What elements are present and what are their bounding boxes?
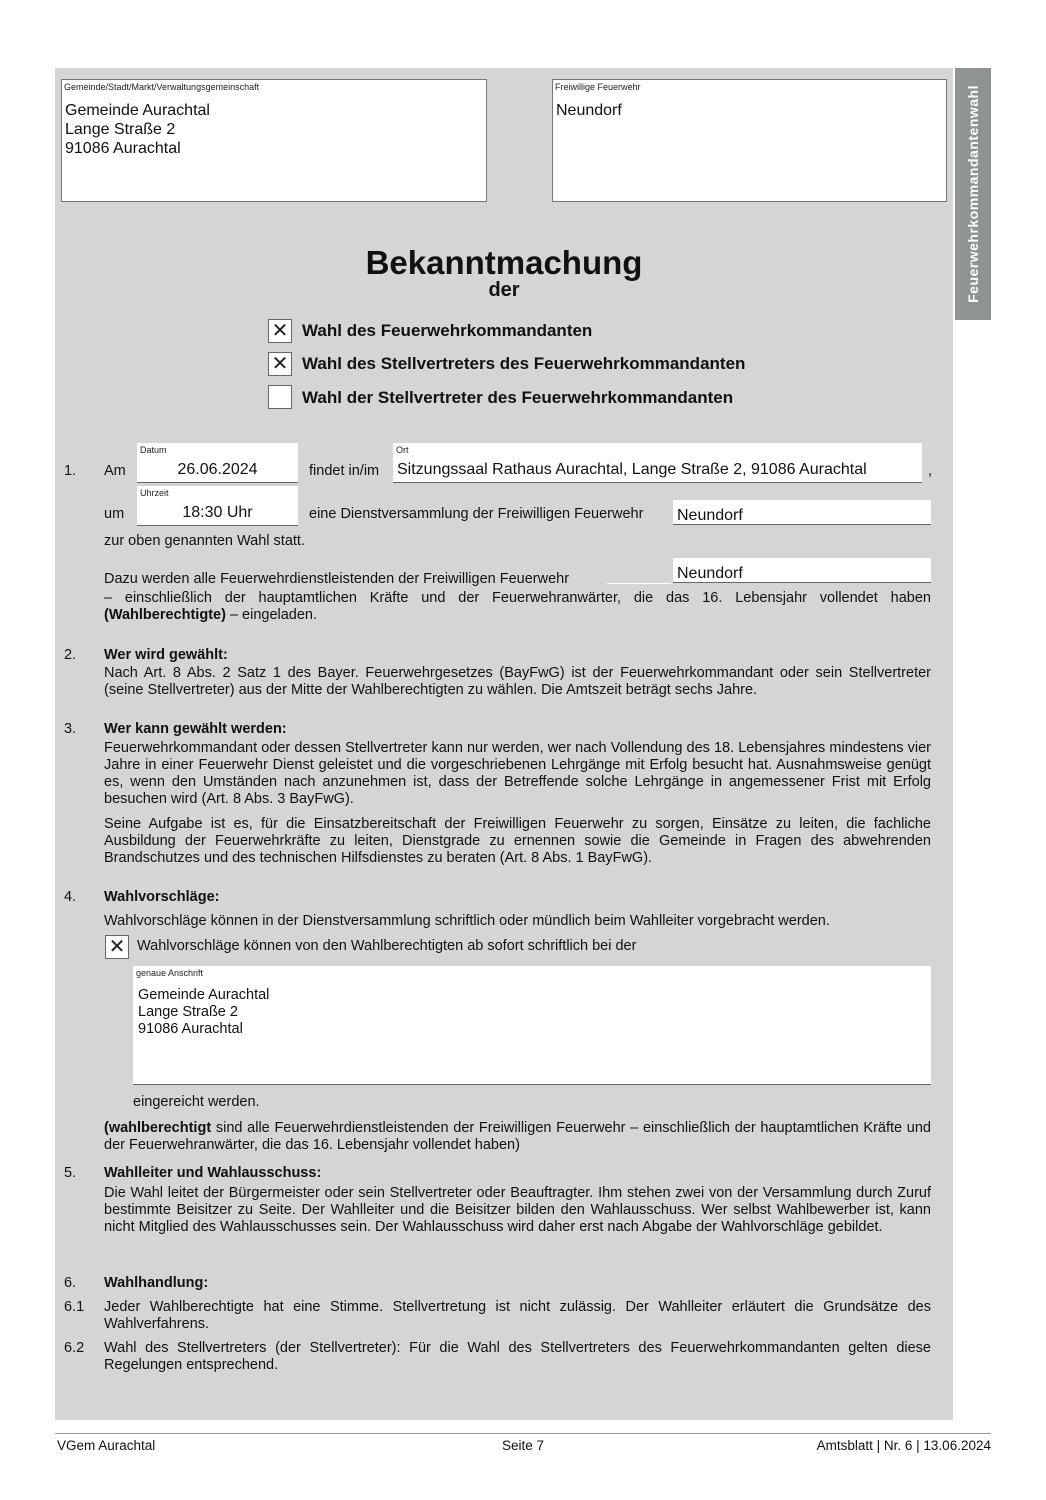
anschrift-label: genaue Anschrift	[136, 968, 204, 978]
side-tab-label: Feuerwehrkommandantenwahl	[965, 85, 981, 303]
footer-divider	[55, 1433, 991, 1434]
anschrift-line: Lange Straße 2	[138, 1004, 238, 1020]
section-number: 5.	[64, 1165, 77, 1181]
ort-field[interactable]	[393, 443, 922, 483]
section-heading: Wer kann gewählt werden:	[104, 721, 287, 737]
gemeinde-line: Gemeinde Aurachtal	[65, 102, 210, 119]
section-heading: Wahlhandlung:	[104, 1275, 209, 1291]
section-text: Feuerwehrkommandant oder dessen Stellvertreter kann nur werden, wer nach Vollendung des 18. Lebensjahres mindestens vier Jahre in einer Feuerwehr Dienst geleistet und die vorgeschriebenen Lehrgänge mit Erfolg besucht hat. Ausnahmsweise genügt es, wenn den Umständen nach anzunehmen ist, dass der Betreffende solche Lehrgänge in angemessener Frist mit Erfolg besuchen wird (Art. 8 Abs. 3 BayFwG).	[104, 740, 931, 807]
gemeinde-line: 91086 Aurachtal	[65, 140, 181, 157]
gemeinde-box	[61, 79, 487, 202]
gemeinde-label: Gemeinde/Stadt/Markt/Verwaltungsgemeinschaft	[64, 82, 260, 92]
footer-page: Seite 7	[501, 1438, 545, 1453]
dazu-text: Dazu werden alle Feuerwehrdienstleistenden der Freiwilligen Feuerwehr	[104, 571, 570, 587]
section-number: 2.	[64, 647, 77, 663]
anschrift-field[interactable]	[133, 966, 931, 1085]
page-subtitle: der	[488, 279, 520, 301]
subsection-number: 6.1	[64, 1299, 85, 1315]
dienstversammlung-text: eine Dienstversammlung der Freiwilligen Feuerwehr	[309, 506, 644, 522]
section-text: Wahl des Stellvertreters (der Stellvertreter): Für die Wahl des Stellvertreters des Feuerwehrkommandanten gelten diese Regelungen entsprechend.	[104, 1340, 931, 1373]
section-heading: Wahlleiter und Wahlausschuss:	[104, 1165, 322, 1181]
feuerwehr-box	[552, 79, 947, 202]
wahlberechtigt-bold: (wahlberechtigt	[104, 1120, 212, 1136]
page-title: Bekanntmachung	[365, 244, 643, 281]
section-text: Jeder Wahlberechtigte hat eine Stimme. Stellvertretung ist nicht zulässig. Der Wahlleiter erläutert die Grundsätze des Wahlverfahrens.	[104, 1299, 931, 1332]
subsection-number: 6.2	[64, 1340, 85, 1356]
feuerwehr-field-2[interactable]	[673, 558, 931, 583]
wahlberechtigt-note	[104, 1120, 931, 1154]
ort-label: Ort	[396, 445, 409, 455]
feuerwehr-value: Neundorf	[556, 102, 622, 119]
statt-text: zur oben genannten Wahl statt.	[104, 533, 305, 549]
feuerwehr-value-1: Neundorf	[677, 507, 743, 524]
schriftlich-checkbox[interactable]: ✕	[105, 935, 129, 959]
option-checkbox-stellvertreter[interactable]: ✕	[268, 352, 292, 376]
option-label-stellvertreter-plural: Wahl der Stellvertreter des Feuerwehrkommandanten	[302, 388, 734, 407]
schriftlich-label: Wahlvorschläge können von den Wahlberechtigten ab sofort schriftlich bei der	[137, 938, 637, 954]
section-number: 6.	[64, 1275, 77, 1291]
anschrift-line: 91086 Aurachtal	[138, 1021, 243, 1037]
option-checkbox-kommandant[interactable]: ✕	[268, 319, 292, 343]
section-heading: Wer wird gewählt:	[104, 647, 228, 663]
anschrift-value	[138, 987, 269, 1038]
section-text: Nach Art. 8 Abs. 2 Satz 1 des Bayer. Feuerwehrgesetzes (BayFwG) ist der Feuerwehrkommandant oder sein Stellvertreter (seine Stellvertreter) aus der Mitte der Wahlberechtigten zu wählen. Die Amtszeit beträgt sechs Jahre.	[104, 665, 931, 698]
datum-label: Datum	[140, 445, 167, 455]
section-text: Wahlvorschläge können in der Dienstversammlung schriftlich oder mündlich beim Wahlleiter vorgebracht werden.	[104, 913, 830, 929]
anschrift-line: Gemeinde Aurachtal	[138, 987, 270, 1003]
feuerwehr-field-1[interactable]	[673, 500, 931, 525]
wahlberechtigte-rest: – eingeladen.	[225, 607, 318, 623]
underline	[607, 583, 671, 584]
section-text: Seine Aufgabe ist es, für die Einsatzbereitschaft der Freiwilligen Feuerwehr zu sorgen, Einsätze zu leiten, die fachliche Ausbildung der Feuerwehrkräfte zu leiten, Dienstgrade zu ernennen sowie die Gemeinde in Fragen des abwehrenden Brandschutzes und des technischen Hilfsdienstes zu beraten (Art. 8 Abs. 1 BayFwG).	[104, 816, 931, 866]
option-label-kommandant: Wahl des Feuerwehrkommandanten	[302, 321, 593, 340]
uhrzeit-value: 18:30 Uhr	[182, 504, 253, 521]
feuerwehr-value-2: Neundorf	[677, 565, 743, 582]
datum-field[interactable]	[137, 443, 298, 483]
section-heading: Wahlvorschläge:	[104, 889, 220, 905]
feuerwehr-label: Freiwillige Feuerwehr	[555, 82, 641, 92]
footer-right: Amtsblatt | Nr. 6 | 13.06.2024	[816, 1438, 991, 1453]
ort-value: Sitzungssaal Rathaus Aurachtal, Lange Straße 2, 91086 Aurachtal	[397, 461, 867, 478]
section-number: 4.	[64, 889, 77, 905]
option-label-stellvertreter: Wahl des Stellvertreters des Feuerwehrkommandanten	[302, 354, 746, 373]
uhrzeit-field[interactable]	[137, 486, 298, 526]
side-tab	[955, 68, 991, 320]
findet-label: findet in/im	[309, 463, 380, 479]
comma: ,	[928, 463, 933, 479]
datum-value: 26.06.2024	[177, 461, 258, 478]
section-text: Die Wahl leitet der Bürgermeister oder sein Stellvertreter oder Beauftragter. Ihm stehen zwei von der Versammlung durch Zuruf bestimmte Beisitzer zu Seite. Der Wahlleiter und die Beisitzer bilden den Wahlausschuss. Wer selbst Wahlbewerber ist, kann nicht Mitglied des Wahlausschusses sein. Der Wahlausschuss wird daher erst nach Abgabe der Wahlvorschläge gebildet.	[104, 1185, 931, 1235]
wahlberechtigte-line	[104, 607, 317, 624]
section-number: 3.	[64, 721, 77, 737]
section-number: 1.	[64, 463, 77, 479]
uhrzeit-label: Uhrzeit	[140, 488, 169, 498]
wahlberechtigt-rest: sind alle Feuerwehrdienstleistenden der Freiwilligen Feuerwehr – einschließlich der hauptamtlichen Kräfte und der Feuerwehranwärter, die das 16. Lebensjahr vollendet haben)	[104, 1120, 931, 1153]
gemeinde-line: Lange Straße 2	[65, 121, 176, 138]
um-label: um	[104, 506, 125, 522]
footer-left: VGem Aurachtal	[57, 1438, 156, 1453]
eingereicht-text: eingereicht werden.	[133, 1094, 260, 1110]
option-checkbox-stellvertreter-plural[interactable]	[268, 385, 292, 409]
am-label: Am	[104, 463, 126, 479]
einschliesslich-text: – einschließlich der hauptamtlichen Kräfte und der Feuerwehranwärter, die das 16. Lebensjahr vollendet haben	[104, 590, 931, 606]
wahlberechtigte-bold: (Wahlberechtigte)	[104, 607, 226, 623]
gemeinde-address	[65, 101, 210, 158]
